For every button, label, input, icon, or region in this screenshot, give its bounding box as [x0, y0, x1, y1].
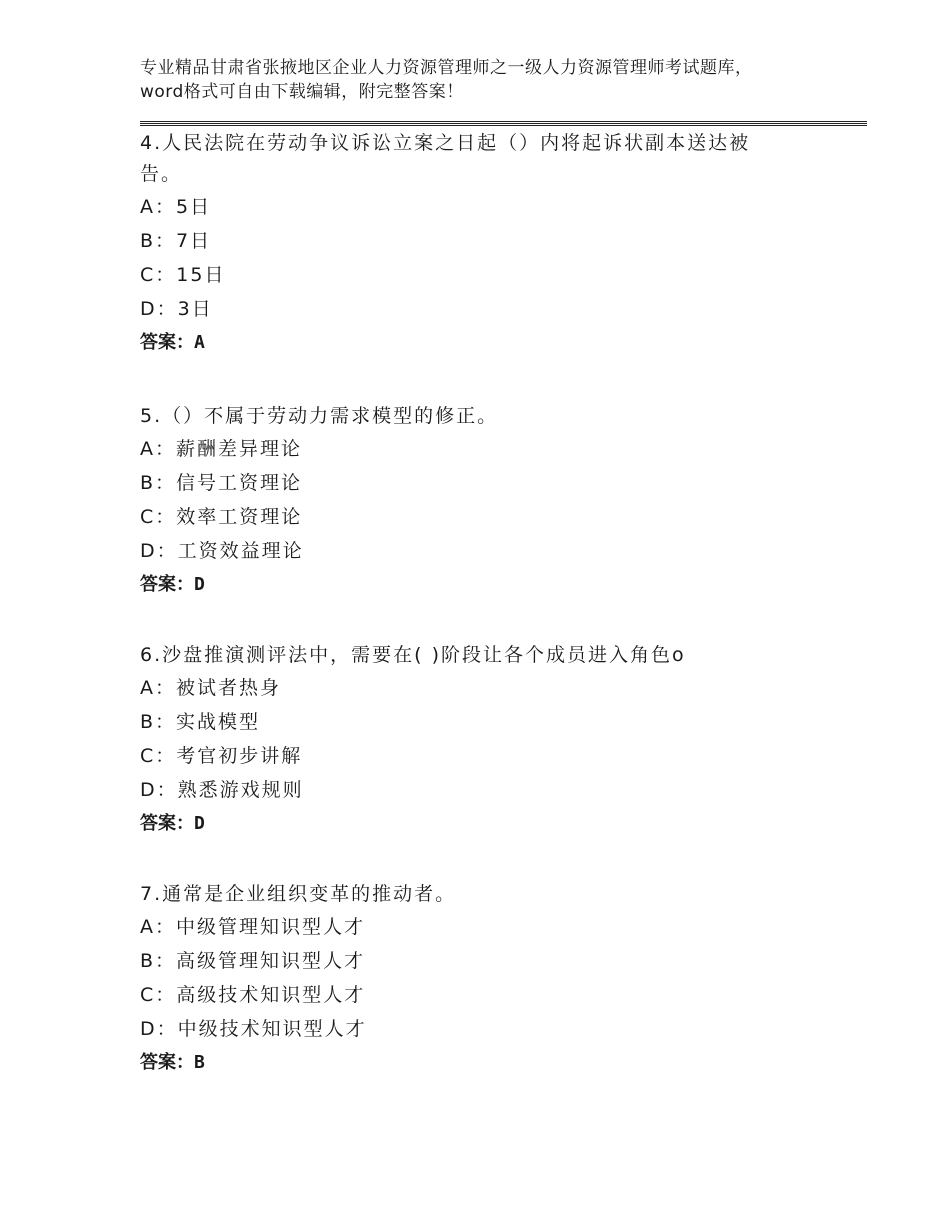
option-b: B：信号工资理论 [140, 472, 303, 494]
question-stem: 4.人民法院在劳动争议诉讼立案之日起（）内将起诉状副本送达被告。 [140, 132, 751, 185]
document-header: 专业精品甘肃省张掖地区企业人力资源管理师之一级人力资源管理师考试题库，word格式可自由下载编辑，附完整答案！ [140, 58, 753, 102]
option-a: A：5日 [140, 196, 212, 218]
question-stem: 7.通常是企业组织变革的推动者。 [140, 883, 457, 905]
answer-line: 答案：D [140, 813, 205, 834]
option-c: C：效率工资理论 [140, 506, 303, 528]
option-a: A：薪酬差异理论 [140, 438, 302, 460]
answer-line: 答案：A [140, 332, 205, 353]
header-divider [140, 123, 867, 124]
answer-line: 答案：B [140, 1052, 205, 1073]
header-divider [140, 121, 867, 122]
question-block [140, 640, 790, 841]
question-block [140, 401, 790, 602]
option-d: D：熟悉游戏规则 [140, 779, 304, 801]
option-d: D：中级技术知识型人才 [140, 1018, 367, 1040]
option-a: A：中级管理知识型人才 [140, 916, 365, 938]
question-block [140, 879, 790, 1080]
question-stem: 6.沙盘推演测评法中，需要在( )阶段让各个成员进入角色o [140, 644, 686, 666]
answer-line: 答案：D [140, 574, 205, 595]
question-block [140, 128, 790, 360]
option-d: D：工资效益理论 [140, 540, 304, 562]
option-b: B：高级管理知识型人才 [140, 950, 366, 972]
option-c: C：考官初步讲解 [140, 745, 303, 767]
header-divider [140, 125, 867, 126]
option-b: B：7日 [140, 230, 212, 252]
option-c: C：15日 [140, 264, 226, 286]
option-b: B：实战模型 [140, 711, 261, 733]
question-stem: 5.（）不属于劳动力需求模型的修正。 [140, 405, 499, 427]
option-a: A：被试者热身 [140, 677, 281, 699]
option-d: D：3日 [140, 298, 213, 320]
option-c: C：高级技术知识型人才 [140, 984, 366, 1006]
